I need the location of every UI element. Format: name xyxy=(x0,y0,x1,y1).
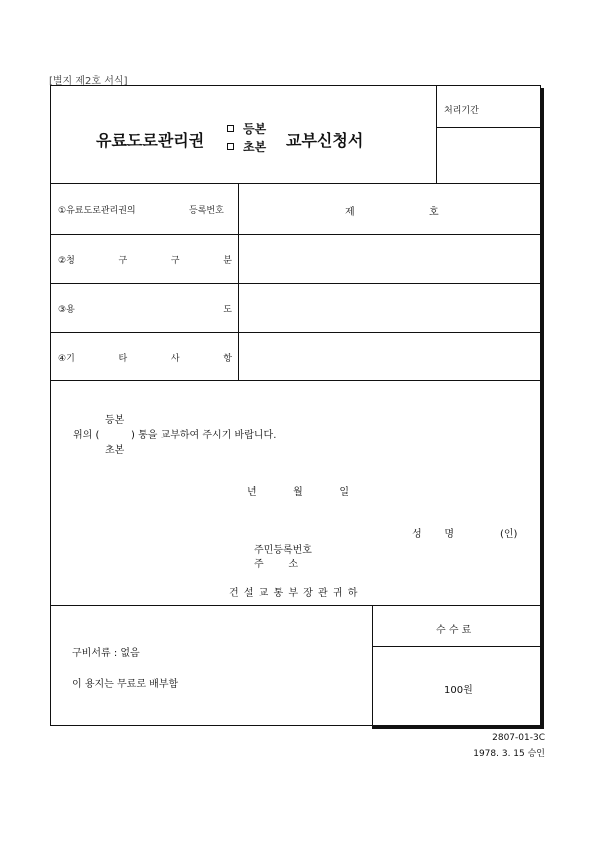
row-label-part: 용 xyxy=(66,305,75,315)
row-request-type-label xyxy=(58,253,232,266)
form-title xyxy=(96,122,396,158)
row-label-part: 항 xyxy=(223,354,232,364)
row-registration-label xyxy=(58,203,234,216)
row-other-label xyxy=(58,351,232,364)
frame-shadow-right xyxy=(541,88,544,729)
free-distribution-note: 이 용지는 무료로 배부함 xyxy=(72,679,179,690)
option-extract-label: 초본 xyxy=(243,140,267,154)
registration-prefix: 제 xyxy=(345,207,355,218)
row-number: ④ xyxy=(58,354,67,364)
fee-column-divider xyxy=(372,605,373,726)
request-option-copy: 등본 xyxy=(105,415,125,426)
row-label-part: 사 xyxy=(170,354,180,364)
row-number: ② xyxy=(58,256,67,266)
row-number: ① xyxy=(58,206,67,216)
fee-value: 100원 xyxy=(444,685,473,696)
required-documents: 구비서류 : 없음 xyxy=(72,648,140,659)
request-suffix: ) 통을 교부하여 주시기 바랍니다. xyxy=(131,430,277,441)
date-day-label: 일 xyxy=(339,487,349,498)
row-label-part: 구 xyxy=(170,256,180,266)
form-number-label: [별지 제2호 서식] xyxy=(49,76,128,87)
other-matters-field[interactable] xyxy=(239,333,541,380)
request-option-extract: 초본 xyxy=(105,445,125,456)
frame-shadow-bottom xyxy=(372,726,544,729)
registration-suffix: 호 xyxy=(429,207,439,218)
application-date[interactable] xyxy=(247,483,349,498)
approval-date: 1978. 3. 15 승인 xyxy=(473,749,545,759)
form-code: 2807-01-3C xyxy=(492,733,545,743)
resident-number-label: 주민등록번호 xyxy=(254,545,312,556)
footer-top-line xyxy=(50,605,541,606)
title-suffix: 교부신청서 xyxy=(286,131,364,150)
fee-label-line xyxy=(372,646,541,647)
option-copy-checkbox[interactable] xyxy=(227,125,234,132)
request-type-field[interactable] xyxy=(239,235,541,283)
row-label-part: 기 xyxy=(66,354,75,364)
copies-count-field[interactable] xyxy=(110,424,132,438)
addressee: 건 설 교 통 부 장 관 귀 하 xyxy=(229,588,359,599)
row-label-part: 청 xyxy=(66,256,75,266)
applicant-name-label: 성 명 xyxy=(412,529,454,540)
row-purpose-label xyxy=(58,302,232,315)
option-extract-checkbox[interactable] xyxy=(227,143,234,150)
row-number: ③ xyxy=(58,305,67,315)
seal-mark: (인) xyxy=(500,529,518,540)
date-month-label: 월 xyxy=(293,487,303,498)
row-label-part: 등록번호 xyxy=(189,206,224,216)
purpose-field[interactable] xyxy=(239,284,541,332)
title-prefix: 유료도로관리권 xyxy=(96,131,205,150)
row-label-part: 구 xyxy=(118,256,128,266)
address-label: 주 소 xyxy=(254,559,298,570)
fee-label: 수 수 료 xyxy=(436,625,472,636)
date-year-label: 년 xyxy=(247,487,257,498)
row-label-part: 도 xyxy=(223,305,232,315)
processing-period-field[interactable] xyxy=(437,128,541,183)
request-prefix: 위의 ( xyxy=(73,430,100,441)
row-label-part: 분 xyxy=(223,256,232,266)
processing-period-label: 처리기간 xyxy=(444,106,479,116)
row-label-part: 유료도로관리권의 xyxy=(66,206,136,216)
row-label-part: 타 xyxy=(118,354,128,364)
option-copy-label: 등본 xyxy=(243,122,267,136)
registration-number-field[interactable] xyxy=(239,184,541,234)
row-line-4 xyxy=(50,380,541,381)
